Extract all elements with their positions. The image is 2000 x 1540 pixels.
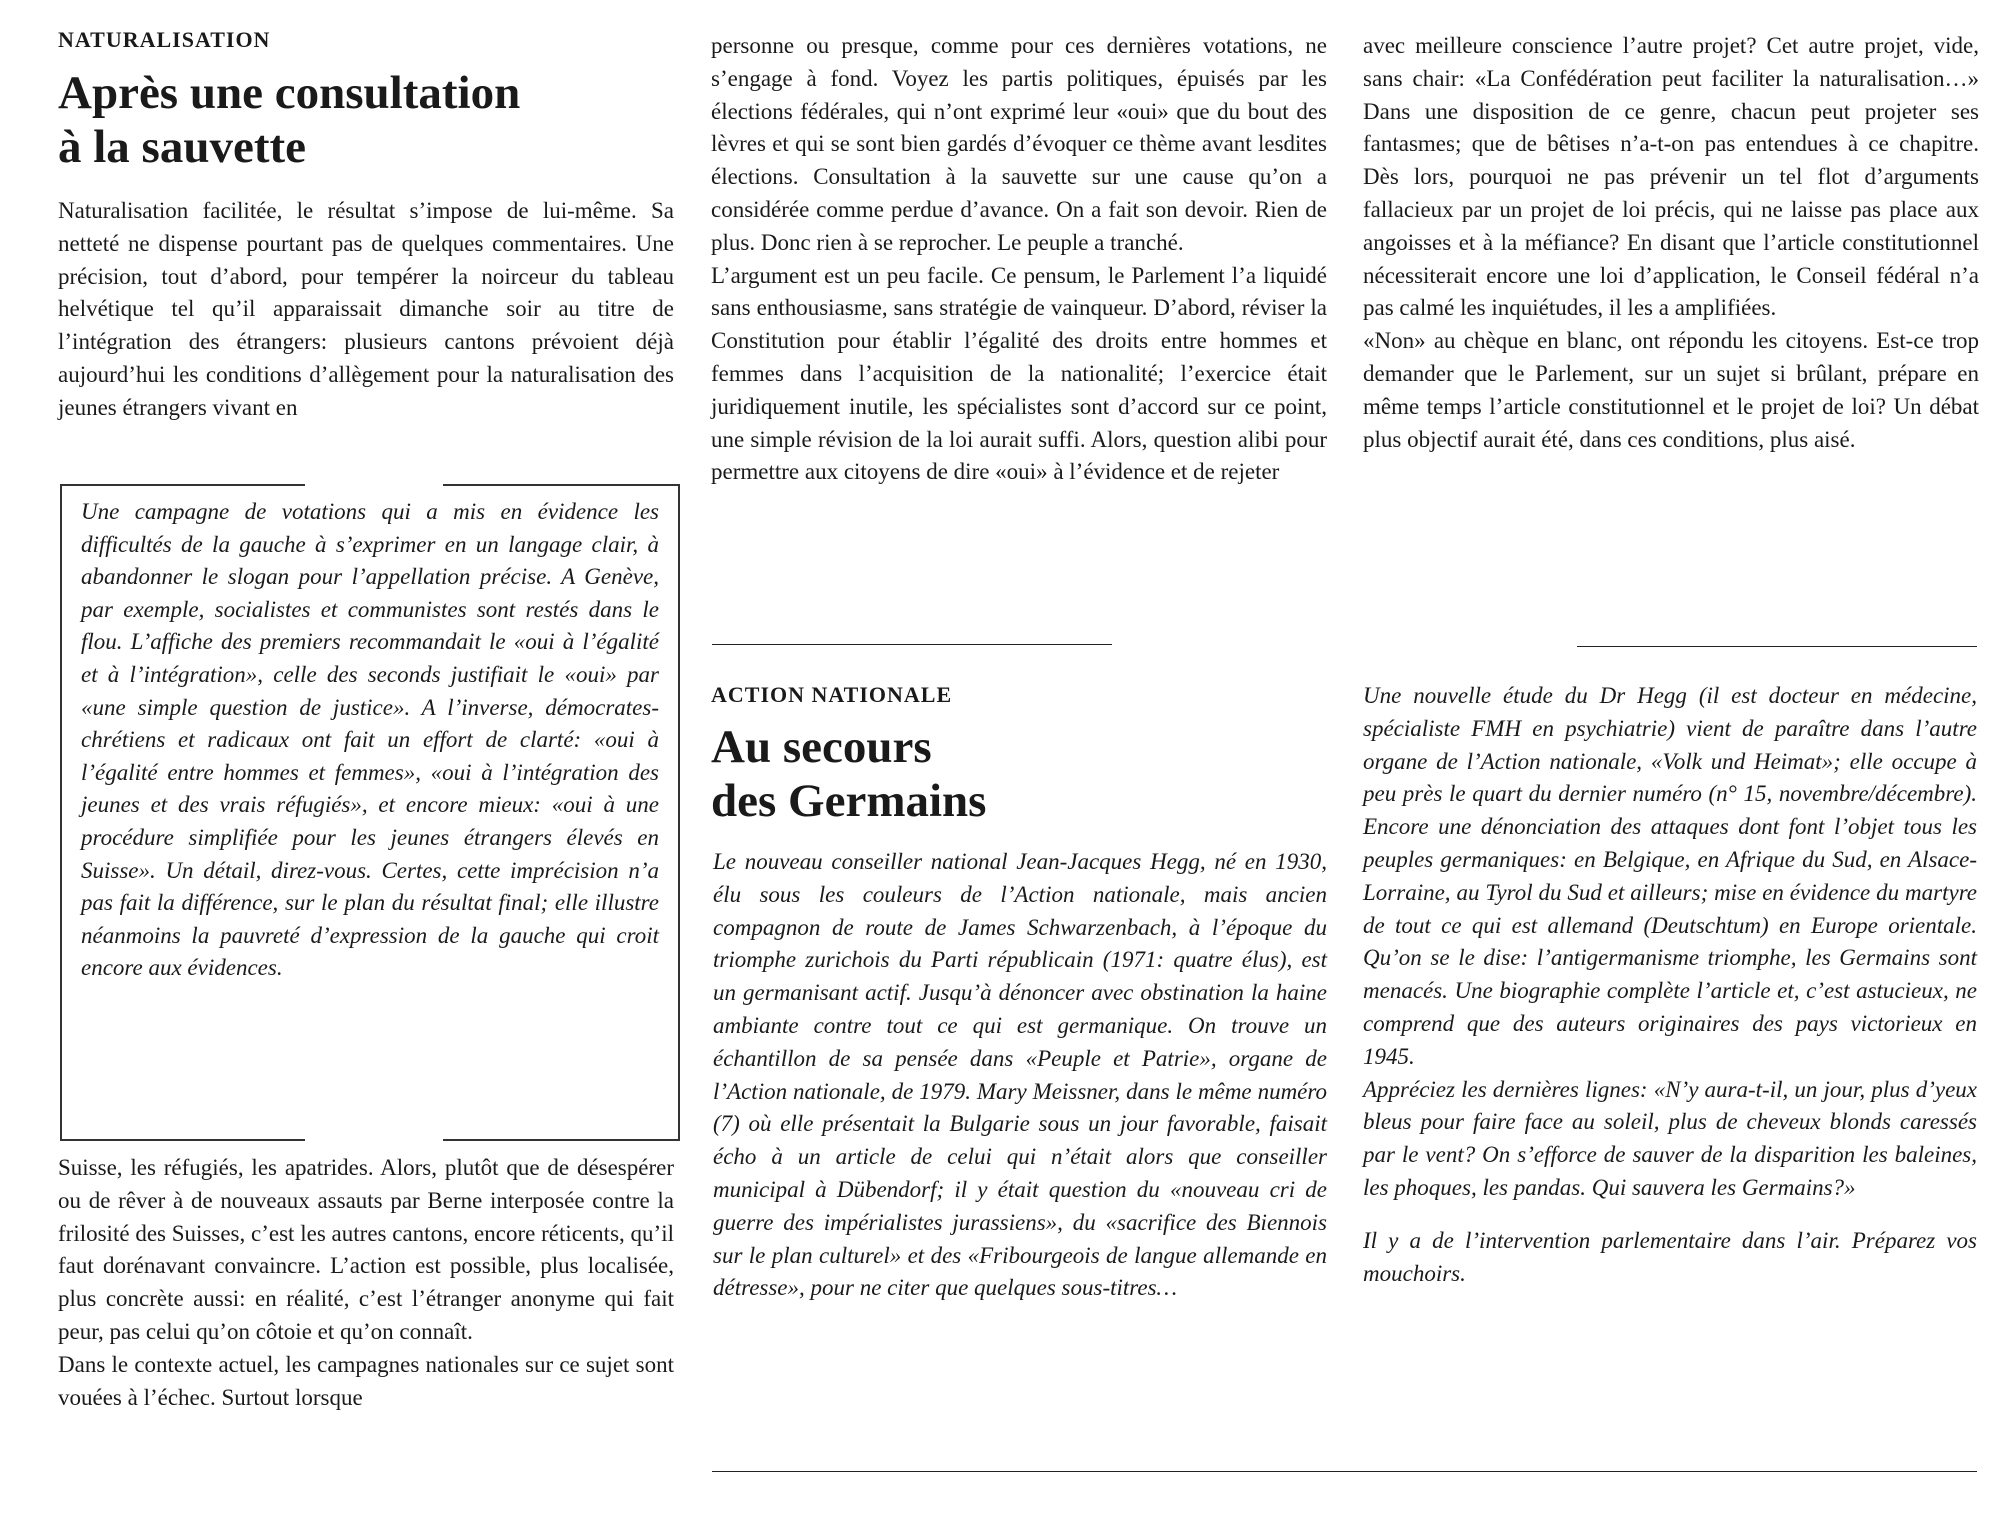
- article1-col2-para2: L’argument est un peu facile. Ce pensum, le Parlement l’a liquidé sans enthousiasme, sans stratégie de vainqueur. D’abord, réviser la Constitution pour établir l’égalité des droits entre hommes et femmes dans l’acquisition de la nationalité; l’exercice était juridiquement inutile, les spécialistes sont d’accord sur ce point, une simple révision de la loi aurait suffi. Alors, question alibi pour permettre aux citoyens de dire «oui» à l’évidence et de rejeter: [711, 262, 1327, 485]
- article2-headline-line2: des Germains: [711, 775, 987, 827]
- article2-col3-para2: Appréciez les dernières lignes: «N’y aura-t-il, un jour, plus d’yeux bleus pour faire face au soleil, plus de cheveux blonds caressés par le vent? On s’efforce de sauver de la disparition les baleines, les phoques, les pandas. Qui sauvera les Germains?»: [1363, 1076, 1977, 1200]
- article1-col3-para1: avec meilleure conscience l’autre projet? Cet autre projet, vide, sans chair: «La Confédération peut faciliter la naturalisation…» Dans une disposition de ce genre, chacun peut projeter ses fantasmes; que de bêtises n’a-t-on pas entendues à ce chapitre. Dès lors, pourquoi ne pas prévenir un tel flot d’arguments fallacieux par un projet de loi précis, qui ne laisse pas place aux angoisses et à la méfiance? En disant que l’article constitutionnel nécessiterait encore une loi d’application, le Conseil fédéral n’a pas calmé les inquiétudes, il les a amplifiées.: [1363, 33, 1979, 321]
- article1-col3-para2: «Non» au chèque en blanc, ont répondu les citoyens. Est-ce trop demander que le Parlement, sur un sujet si brûlant, prépare en même temps l’article constitutionnel et le projet de loi? Un débat plus objectif aurait été, dans ces conditions, plus aisé.: [1363, 328, 1979, 452]
- article1-headline: [58, 66, 520, 174]
- article2-headline-line1: Au secours: [711, 721, 932, 773]
- article1-headline-line1: Après une consultation: [58, 67, 521, 119]
- sidebar-box-text: Une campagne de votations qui a mis en évidence les difficultés de la gauche à s’exprimer en un langage clair, à abandonner le slogan pour l’appellation précise. A Genève, par exemple, socialistes et communistes sont restés dans le flou. L’affiche des premiers recommandait le «oui à l’égalité et à l’intégration», celle des seconds justifiait le «oui» par «une simple question de justice». A l’inverse, démocrates-chrétiens et radicaux ont fait un effort de clarté: «oui à l’égalité entre hommes et femmes», «oui à l’intégration des jeunes et des vrais réfugiés», et encore mieux: «oui à une procédure simplifiée pour les jeunes étrangers élevés en Suisse». Un détail, direz-vous. Certes, cette imprécision n’a pas fait la différence, sur le plan du résultat final; elle illustre néanmoins la pauvreté d’expression de la gauche qui croit encore aux évidences.: [81, 499, 659, 981]
- article1-end-rule: [1577, 646, 1977, 647]
- article1-kicker: NATURALISATION: [58, 27, 271, 52]
- article2-col3-text: [1363, 680, 1977, 1290]
- article1-col1-text: [58, 195, 674, 425]
- sidebar-box: [60, 484, 680, 1141]
- article1-col3-text: [1363, 30, 1979, 456]
- article2-col2-paragraph: Le nouveau conseiller national Jean-Jacques Hegg, né en 1930, élu sous les couleurs de l’Action nationale, mais ancien compagnon de route de James Schwarzenbach, à l’époque du triomphe zurichois du Parti républicain (1971: quatre élus), est un germanisant actif. Jusqu’à dénoncer avec obstination la haine ambiante contre tout ce qui est germanique. On trouve un échantillon de sa pensée dans «Peuple et Patrie», organe de l’Action nationale, de 1979. Mary Meissner, dans le même numéro (7) où elle présentait la Bulgarie sous un jour favorable, faisait écho à un article de celui qui n’était alors que conseiller municipal à Dübendorf; il y était question du «nouveau cri de guerre des impérialistes jurassiens», du «sacrifice des Biennois sur le plan culturel» et des «Fribourgeois de langue allemande en détresse», pour ne citer que quelques sous-titres…: [713, 849, 1327, 1301]
- article1-col1-cont-paragraph: Suisse, les réfugiés, les apatrides. Alors, plutôt que de désespérer ou de rêver à de nouveaux assauts par Berne interposée contre la frilosité des Suisses, c’est les autres cantons, encore réticents, qu’il faut dorénavant convaincre. L’action est possible, plus localisée, plus concrète aussi: en réalité, c’est l’étranger anonyme qui fait peur, pas celui qu’on côtoie et qu’on connaît.: [58, 1155, 674, 1344]
- article2-col2-text: [713, 846, 1327, 1305]
- article2-kicker: ACTION NATIONALE: [711, 682, 953, 707]
- box-bottom-gap: [305, 1137, 443, 1143]
- article1-col2-para1: personne ou presque, comme pour ces dernières votations, ne s’engage à fond. Voyez les partis politiques, épuisés par les élections fédérales, qui n’ont exprimé leur «oui» que du bout des lèvres et qui se sont bien gardés d’évoquer ce thème avant lesdites élections. Consultation à la sauvette sur une cause qu’on a considérée comme perdue d’avance. On a fait son devoir. Rien de plus. Donc rien à se reprocher. Le peuple a tranché.: [711, 33, 1327, 255]
- article2-headline: [711, 720, 986, 828]
- article1-col1-continued: [58, 1152, 674, 1414]
- article1-col2-text: [711, 30, 1327, 489]
- article1-col1-paragraph: Naturalisation facilitée, le résultat s’impose de lui-même. Sa netteté ne dispense pourtant pas de quelques commentaires. Une précision, tout d’abord, pour tempérer la noirceur du tableau helvétique tel qu’il apparaissait dimanche soir au titre de l’intégration des étrangers: plusieurs cantons prévoient déjà aujourd’hui les conditions d’allègement pour la naturalisation des jeunes étrangers vivant en: [58, 198, 674, 420]
- article2-col3-para1: Une nouvelle étude du Dr Hegg (il est docteur en médecine, spécialiste FMH en psychiatrie) vient de paraître dans l’autre organe de l’Action nationale, «Volk und Heimat»; elle occupe à peu près le quart du dernier numéro (n° 15, novembre/décembre). Encore une dénonciation des attaques dont font l’objet tous les peuples germaniques: en Belgique, en Afrique du Sud, en Alsace-Lorraine, au Tyrol du Sud et ailleurs; mise en évidence du martyre de tout ce qui est allemand (Deutschtum) en Europe orientale. Qu’on se le dise: l’antigermanisme triomphe, les Germains sont menacés. Une biographie complète l’article et, c’est astucieux, ne comprend que des auteurs originaires des pays victorieux en 1945.: [1363, 683, 1977, 1069]
- article2-end-rule: [712, 1471, 1977, 1472]
- box-top-gap: [305, 482, 443, 488]
- article-separator-rule: [712, 644, 1112, 645]
- article2-col3-para3: Il y a de l’intervention parlementaire dans l’air. Préparez vos mouchoirs.: [1363, 1227, 1977, 1286]
- article1-headline-line2: à la sauvette: [58, 121, 307, 173]
- article1-col1-para2: Dans le contexte actuel, les campagnes nationales sur ce sujet sont vouées à l’échec. Surtout lorsque: [58, 1351, 674, 1410]
